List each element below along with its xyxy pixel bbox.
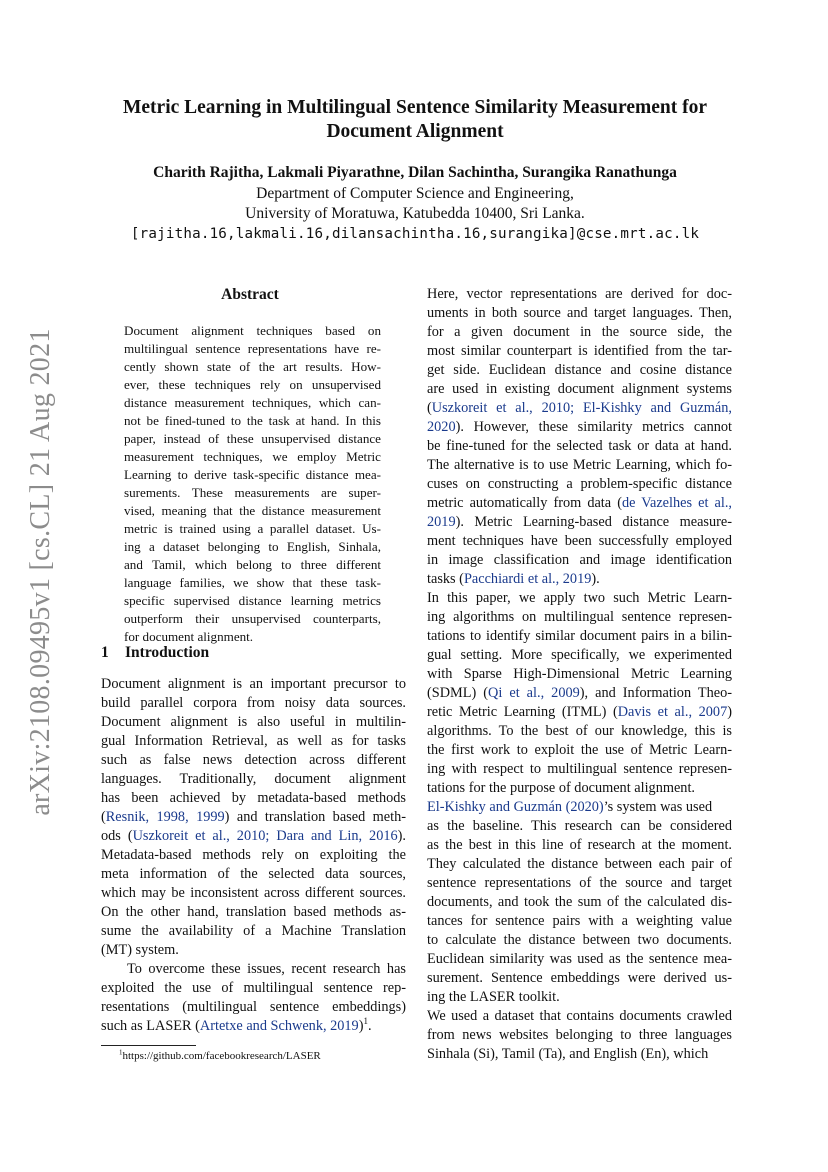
citation-link[interactable]: Uszkoreit et al., 2010; Dara and Lin, 2016	[132, 828, 398, 844]
text-line	[427, 703, 732, 722]
arxiv-stamp	[20, 316, 62, 828]
line-text: ’s system was used	[603, 799, 713, 815]
abstract-line: Learning to derive task-specific distance mea-	[124, 467, 381, 482]
text-line	[427, 513, 732, 532]
line-text: ). However, these similarity metrics cannot	[455, 419, 732, 435]
text-line	[101, 789, 406, 808]
affiliation-department: Department of Computer Science and Engineering,	[256, 185, 574, 202]
text-line	[427, 836, 732, 855]
text-line	[427, 969, 732, 988]
line-text: ing the LASER toolkit.	[427, 989, 560, 1005]
text-line	[427, 285, 732, 304]
line-text: Here, vector representations are derived for doc-	[427, 286, 732, 302]
citation-link[interactable]: Artetxe and Schwenk, 2019	[199, 1018, 359, 1034]
text-line	[101, 770, 406, 789]
text-line	[427, 456, 732, 475]
text-line	[427, 950, 732, 969]
citation-link[interactable]: Resnik, 1998, 1999	[105, 809, 225, 825]
text-line	[427, 551, 732, 570]
text-line	[427, 1026, 732, 1045]
text-line	[427, 418, 732, 437]
line-text: In this paper, we apply two such Metric Learn-	[427, 590, 732, 606]
line-text: algorithms. To the best of our knowledge, this is	[427, 723, 732, 739]
text-line	[101, 808, 406, 827]
text-line	[427, 1007, 732, 1026]
line-text: tations to identify similar document pairs in a bilin-	[427, 628, 732, 644]
text-line	[427, 893, 732, 912]
line-text: documents, and took the sum of the calculated dis-	[427, 894, 732, 910]
text-line	[427, 741, 732, 760]
line-text: such as false news detection across different	[101, 752, 406, 768]
line-text: ing algorithms on multilingual sentence represen-	[427, 609, 732, 625]
text-line	[427, 874, 732, 893]
text-line	[101, 751, 406, 770]
abstract-line: language families, we show that these task-	[124, 575, 381, 590]
line-text: sume the availability of a Machine Translation	[101, 923, 406, 939]
text-line	[101, 827, 406, 846]
title-line: Metric Learning in Multilingual Sentence Similarity Measurement for	[122, 97, 707, 118]
line-text: ods (	[101, 828, 133, 844]
text-line	[427, 475, 732, 494]
title-line: Document Alignment	[326, 121, 504, 142]
text-line	[101, 732, 406, 751]
line-text: from news websites belonging to three languages	[427, 1027, 732, 1043]
text-line	[427, 1045, 732, 1064]
line-text: ), and Information Theo-	[579, 685, 732, 701]
line-text: Document alignment is an important precursor to	[101, 676, 406, 692]
line-text: as the best in this line of research at the moment.	[427, 837, 732, 853]
text-line	[427, 399, 732, 418]
text-line	[101, 903, 406, 922]
line-text: Sinhala (Si), Tamil (Ta), and English (En), which	[427, 1046, 709, 1062]
footnote-url: https://github.com/facebookresearch/LASER	[122, 1050, 321, 1062]
line-text: Document alignment is also useful in multilin-	[101, 714, 406, 730]
line-text: languages. Traditionally, document alignment	[101, 771, 406, 787]
text-line	[101, 979, 406, 998]
line-text: tances for sentence pairs with a weighting value	[427, 913, 732, 929]
citation-link[interactable]: Davis et al., 2007	[617, 704, 728, 720]
line-text: build parallel corpora from noisy data sources.	[101, 695, 406, 711]
text-line	[101, 694, 406, 713]
author-list: Charith Rajitha, Lakmali Piyarathne, Dilan Sachintha, Surangika Ranathunga	[153, 164, 677, 181]
text-line	[427, 494, 732, 513]
line-text: ) and translation based meth-	[224, 809, 407, 825]
line-text: .	[367, 1018, 372, 1034]
text-line	[101, 846, 406, 865]
line-text: metric automatically from data (	[427, 495, 622, 511]
citation-link[interactable]: Uszkoreit et al., 2010; El-Kishky and Guzmán,	[431, 400, 732, 416]
line-text: the first work to exploit the use of Metric Learn-	[427, 742, 732, 758]
citation-link[interactable]: Pacchiardi et al., 2019	[463, 571, 592, 587]
text-line	[101, 922, 406, 941]
arxiv-id: arXiv:2108.09495v1 [cs.CL] 21 Aug 2021	[25, 328, 56, 816]
citation-link[interactable]: 2019	[427, 514, 456, 530]
text-line	[427, 361, 732, 380]
text-line	[427, 779, 732, 798]
text-line	[101, 884, 406, 903]
text-line	[101, 865, 406, 884]
abstract-line: vised, meaning that the distance measurement	[124, 503, 381, 518]
line-text: uments in both source and target languages. Then,	[427, 305, 732, 321]
text-line	[427, 304, 732, 323]
text-line	[427, 532, 732, 551]
line-text: exploited the use of multilingual sentence rep-	[101, 980, 406, 996]
text-line	[101, 941, 406, 960]
abstract-line: paper, instead of these unsupervised distance	[124, 431, 381, 446]
text-line	[101, 675, 406, 694]
text-line	[427, 722, 732, 741]
line-text: Euclidean similarity was used as the sentence mea-	[427, 951, 732, 967]
text-line	[101, 1017, 406, 1036]
line-text: ).	[591, 571, 600, 587]
abstract-line: for document alignment.	[124, 629, 254, 644]
abstract-heading: Abstract	[221, 286, 279, 303]
abstract-body	[124, 322, 381, 646]
line-text: to calculate the distance between two documents.	[427, 932, 732, 948]
footnote-rule	[101, 1045, 196, 1046]
line-text: gual setting. More specifically, we experimented	[427, 647, 732, 663]
text-line	[427, 342, 732, 361]
line-text: retic Metric Learning (ITML) (	[427, 704, 618, 720]
text-line	[427, 589, 732, 608]
line-text: To overcome these issues, recent research has	[101, 961, 406, 977]
abstract-line: ever, these techniques rely on unsupervised	[124, 377, 381, 392]
line-text: (MT) system.	[101, 942, 179, 958]
text-line	[427, 646, 732, 665]
line-text: are used in existing document alignment systems	[427, 381, 732, 397]
text-line	[427, 570, 732, 589]
footnote-ref[interactable]: 1	[363, 1016, 368, 1027]
line-text: On the other hand, translation based methods as-	[101, 904, 406, 920]
line-text: They calculated the distance between each pair of	[427, 856, 732, 872]
line-text: which may be inconsistent across different sources.	[101, 885, 406, 901]
line-text: cuses on constructing a problem-specific distance	[427, 476, 732, 492]
line-text: ing with respect to multilingual sentence represen-	[427, 761, 732, 777]
text-line	[427, 988, 732, 1007]
abstract-line: Document alignment techniques based on	[124, 323, 381, 338]
line-text: The alternative is to use Metric Learning, which fo-	[427, 457, 732, 473]
citation-link[interactable]: Qi et al., 2009	[488, 685, 580, 701]
line-text: ).	[397, 828, 406, 844]
text-line	[427, 665, 732, 684]
abstract-line: specific supervised distance learning metrics	[124, 593, 381, 608]
text-line	[427, 437, 732, 456]
text-line	[427, 760, 732, 779]
abstract-line: ing a dataset belonging to English, Sinhala,	[124, 539, 381, 554]
abstract-line: surements. These measurements are super-	[124, 485, 381, 500]
line-text: meta information of the selected data sources,	[101, 866, 406, 882]
section-title: Introduction	[125, 644, 210, 661]
text-line	[427, 608, 732, 627]
line-text: get side. Euclidean distance and cosine distance	[427, 362, 732, 378]
paper-title	[70, 96, 760, 144]
text-line	[427, 798, 732, 817]
text-line	[427, 855, 732, 874]
line-text: ). Metric Learning-based distance measure-	[455, 514, 732, 530]
abstract-line: metric is trained using a parallel dataset. Us-	[124, 521, 381, 536]
line-text: be fine-tuned for the selected task or data at hand.	[427, 438, 732, 454]
line-text: )	[727, 704, 732, 720]
abstract-line: not be fined-tuned to the task at hand. In this	[124, 413, 381, 428]
line-text: Metadata-based methods rely on exploiting the	[101, 847, 406, 863]
line-text: surement. Sentence embeddings were derived us-	[427, 970, 732, 986]
abstract-line: distance measurement techniques, which can-	[124, 395, 381, 410]
text-line	[101, 998, 406, 1017]
line-text: tasks (	[427, 571, 464, 587]
line-text: (	[101, 809, 106, 825]
abstract-line: cently shown state of the art results. How-	[124, 359, 381, 374]
line-text: resentations (multilingual sentence embeddings)	[101, 999, 406, 1015]
line-text: such as LASER (	[101, 1018, 200, 1034]
line-text: gual Information Retrieval, as well as for tasks	[101, 733, 406, 749]
text-line	[427, 627, 732, 646]
text-line	[427, 323, 732, 342]
line-text: has been achieved by metadata-based methods	[101, 790, 406, 806]
text-line	[427, 912, 732, 931]
abstract-line: measurement techniques, we employ Metric	[124, 449, 381, 464]
right-column-text	[427, 285, 732, 1064]
line-text: in image classification and image identification	[427, 552, 732, 568]
text-line	[101, 713, 406, 732]
section-number: 1	[101, 644, 109, 661]
line-text: with Sparse High-Dimensional Metric Learning	[427, 666, 732, 682]
text-line	[427, 684, 732, 703]
section-heading	[101, 644, 209, 662]
line-text: sentence representations of the source and target	[427, 875, 732, 891]
line-text: (SDML) (	[427, 685, 489, 701]
line-text: We used a dataset that contains documents crawled	[427, 1008, 732, 1024]
affiliation-university: University of Moratuwa, Katubedda 10400, Sri Lanka.	[245, 205, 585, 222]
left-column-text	[101, 675, 406, 1036]
line-text: ment techniques have been successfully employed	[427, 533, 732, 549]
abstract-line: and Tamil, which belong to three different	[124, 557, 381, 572]
line-text: (	[427, 400, 432, 416]
text-line	[427, 817, 732, 836]
line-text: for a given document in the source side, the	[427, 324, 732, 340]
abstract-line: outperform their unsupervised counterparts,	[124, 611, 381, 626]
citation-link[interactable]: El-Kishky and Guzmán (2020)	[427, 799, 604, 815]
line-text: most similar counterpart is identified from the tar-	[427, 343, 732, 359]
line-text: tations for the purpose of document alignment.	[427, 780, 696, 796]
line-text: )	[358, 1018, 364, 1034]
text-line	[427, 380, 732, 399]
footnote	[119, 1050, 321, 1062]
footnote-mark: 1	[119, 1048, 123, 1057]
citation-link[interactable]: 2020	[427, 419, 456, 435]
author-emails: [rajitha.16,lakmali.16,dilansachintha.16,surangika]@cse.mrt.ac.lk	[130, 226, 700, 242]
citation-link[interactable]: de Vazelhes et al.,	[621, 495, 732, 511]
abstract-line: multilingual sentence representations have re-	[124, 341, 381, 356]
line-text: as the baseline. This research can be considered	[427, 818, 732, 834]
text-line	[427, 931, 732, 950]
text-line	[101, 960, 406, 979]
